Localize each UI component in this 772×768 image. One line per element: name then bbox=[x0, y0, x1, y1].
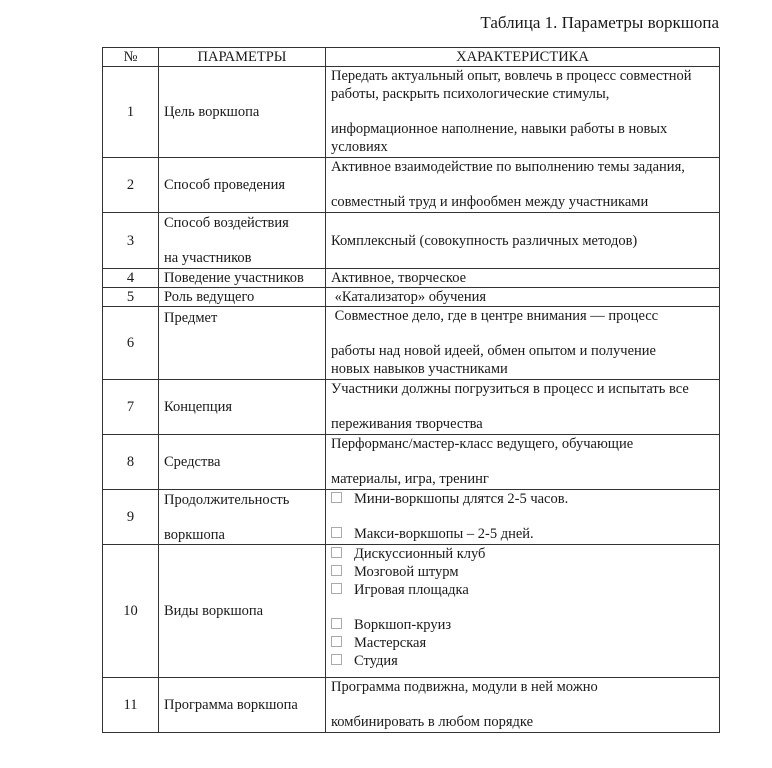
header-parameters: ПАРАМЕТРЫ bbox=[159, 48, 326, 67]
row-characteristic bbox=[326, 435, 720, 490]
row-parameter bbox=[159, 678, 326, 733]
square-bullet-icon bbox=[331, 636, 342, 647]
table-row bbox=[103, 67, 720, 158]
row-characteristic bbox=[326, 269, 720, 288]
row-parameter bbox=[159, 213, 326, 269]
square-bullet-icon bbox=[331, 527, 342, 538]
characteristic-line bbox=[331, 176, 714, 193]
bullet-item bbox=[331, 563, 714, 581]
row-number: 6 bbox=[103, 307, 159, 380]
row-number: 2 bbox=[103, 158, 159, 213]
row-number: 9 bbox=[103, 490, 159, 545]
characteristic-line: Активное взаимодействие по выполнению темы задания, bbox=[331, 159, 685, 175]
characteristic-line: Участники должны погрузиться в процесс и испытать все bbox=[331, 381, 689, 397]
parameter-line bbox=[164, 509, 320, 526]
row-parameter bbox=[159, 158, 326, 213]
table-row bbox=[103, 545, 720, 678]
parameter-line: Средства bbox=[164, 454, 221, 470]
row-characteristic bbox=[326, 213, 720, 269]
row-characteristic bbox=[326, 545, 720, 678]
parameter-line: Способ воздействия bbox=[164, 215, 289, 231]
spacer bbox=[331, 599, 714, 616]
parameter-line: Поведение участников bbox=[164, 270, 304, 286]
bullet-item bbox=[331, 634, 714, 652]
parameter-line: Программа воркшопа bbox=[164, 697, 298, 713]
row-number: 3 bbox=[103, 213, 159, 269]
characteristic-line: Совместное дело, где в центре внимания — процесс bbox=[331, 308, 659, 324]
square-bullet-icon bbox=[331, 583, 342, 594]
characteristic-line: Программа подвижна, модули в ней можно bbox=[331, 679, 598, 695]
characteristic-line: условиях bbox=[331, 139, 388, 155]
characteristic-line: Комплексный (совокупность различных методов) bbox=[331, 232, 638, 249]
table-row bbox=[103, 307, 720, 380]
row-characteristic bbox=[326, 67, 720, 158]
table-header-row bbox=[103, 48, 720, 67]
characteristic-line: новых навыков участниками bbox=[331, 361, 508, 377]
parameter-line: Концепция bbox=[164, 399, 233, 415]
parameter-line: Предмет bbox=[164, 310, 218, 326]
row-characteristic bbox=[326, 678, 720, 733]
header-characteristic: ХАРАКТЕРИСТИКА bbox=[326, 48, 720, 67]
row-number: 8 bbox=[103, 435, 159, 490]
characteristic-line: Передать актуальный опыт, вовлечь в процесс совместной bbox=[331, 68, 692, 84]
parameter-line: Цель воркшопа bbox=[164, 104, 260, 120]
row-parameter bbox=[159, 67, 326, 158]
parameter-line: Способ проведения bbox=[164, 177, 285, 193]
row-parameter bbox=[159, 380, 326, 435]
row-parameter bbox=[159, 490, 326, 545]
characteristic-line: Активное, творческое bbox=[331, 270, 467, 286]
table-row bbox=[103, 380, 720, 435]
row-number: 1 bbox=[103, 67, 159, 158]
characteristic-line: материалы, игра, тренинг bbox=[331, 471, 489, 487]
characteristic-line: совместный труд и инфообмен между участниками bbox=[331, 194, 649, 210]
bullet-text: Студия bbox=[354, 653, 398, 669]
header-number: № bbox=[103, 48, 159, 67]
bullet-text: Мозговой штурм bbox=[354, 564, 459, 580]
row-number: 4 bbox=[103, 269, 159, 288]
bullet-text: Игровая площадка bbox=[354, 582, 469, 598]
row-parameter bbox=[159, 269, 326, 288]
square-bullet-icon bbox=[331, 618, 342, 629]
characteristic-line: работы, раскрыть психологические стимулы, bbox=[331, 86, 610, 102]
row-characteristic bbox=[326, 490, 720, 545]
characteristic-line bbox=[331, 398, 714, 415]
bullet-text: Воркшоп-круиз bbox=[354, 617, 452, 633]
row-number: 7 bbox=[103, 380, 159, 435]
parameter-line: воркшопа bbox=[164, 526, 225, 543]
bullet-item bbox=[331, 525, 714, 543]
bullet-item bbox=[331, 616, 714, 634]
characteristic-line bbox=[331, 325, 714, 342]
characteristic-line: «Катализатор» обучения bbox=[331, 289, 487, 305]
parameter-line bbox=[164, 232, 320, 249]
bullet-item bbox=[331, 581, 714, 599]
characteristic-line bbox=[331, 103, 714, 120]
characteristic-line bbox=[331, 453, 714, 470]
bullet-text: Макси-воркшопы – 2-5 дней. bbox=[354, 526, 534, 542]
table-row bbox=[103, 213, 720, 269]
characteristic-line: комбинировать в любом порядке bbox=[331, 714, 534, 730]
characteristic-line: работы над новой идеей, обмен опытом и получение bbox=[331, 343, 656, 359]
bullet-text: Мастерская bbox=[354, 635, 427, 651]
table-row bbox=[103, 678, 720, 733]
row-parameter bbox=[159, 435, 326, 490]
characteristic-line: Перформанс/мастер-класс ведущего, обучающие bbox=[331, 436, 634, 452]
row-characteristic bbox=[326, 158, 720, 213]
parameter-line: Продолжительность bbox=[164, 491, 290, 508]
spacer bbox=[331, 508, 714, 525]
table-row bbox=[103, 288, 720, 307]
row-characteristic bbox=[326, 288, 720, 307]
characteristic-line bbox=[331, 696, 714, 713]
workshop-parameters-table bbox=[102, 47, 720, 733]
bullet-item bbox=[331, 652, 714, 670]
square-bullet-icon bbox=[331, 565, 342, 576]
square-bullet-icon bbox=[331, 547, 342, 558]
parameter-line: Роль ведущего bbox=[164, 289, 255, 305]
row-characteristic bbox=[326, 307, 720, 380]
parameter-line: Виды воркшопа bbox=[164, 603, 264, 619]
table-row bbox=[103, 435, 720, 490]
bullet-text: Мини-воркшопы длятся 2-5 часов. bbox=[354, 491, 569, 507]
bullet-item bbox=[331, 490, 714, 508]
row-parameter bbox=[159, 288, 326, 307]
table-row bbox=[103, 158, 720, 213]
table-caption: Таблица 1. Параметры воркшопа bbox=[480, 13, 719, 32]
table-row bbox=[103, 490, 720, 545]
bullet-item bbox=[331, 545, 714, 563]
row-number: 11 bbox=[103, 678, 159, 733]
characteristic-line: информационное наполнение, навыки работы в новых bbox=[331, 121, 668, 137]
table-row bbox=[103, 269, 720, 288]
row-number: 10 bbox=[103, 545, 159, 678]
parameter-line: на участников bbox=[164, 250, 252, 266]
bullet-text: Дискуссионный клуб bbox=[354, 546, 486, 562]
row-parameter bbox=[159, 307, 326, 380]
square-bullet-icon bbox=[331, 492, 342, 503]
characteristic-line: переживания творчества bbox=[331, 416, 483, 432]
square-bullet-icon bbox=[331, 654, 342, 665]
row-number: 5 bbox=[103, 288, 159, 307]
row-characteristic bbox=[326, 380, 720, 435]
row-parameter bbox=[159, 545, 326, 678]
